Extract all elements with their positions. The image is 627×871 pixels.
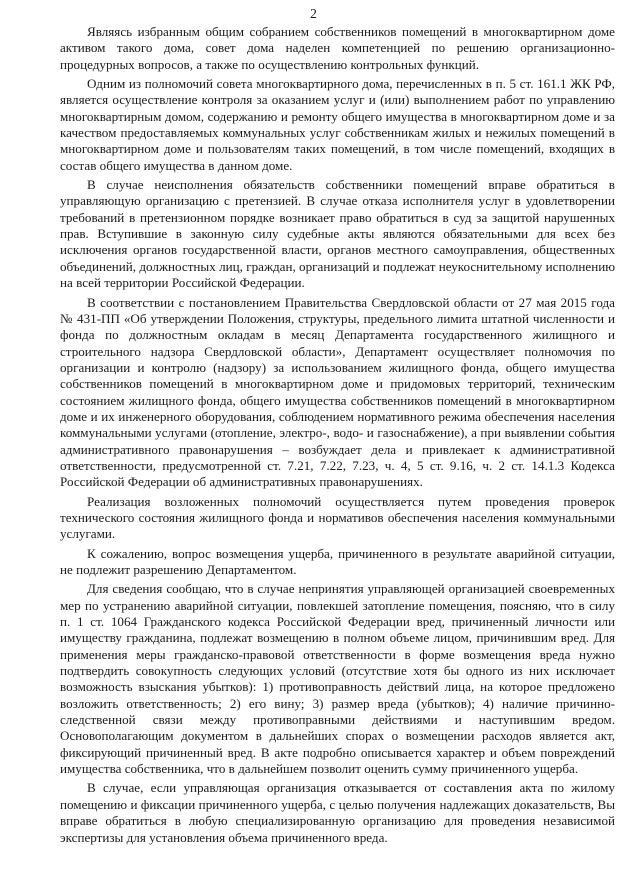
document-body (60, 24, 615, 849)
paragraph-damage-not-resolved: К сожалению, вопрос возмещения ущерба, причиненного в результате аварийной ситуации, не подлежит разрешению Департаментом. (60, 545, 615, 577)
paragraph-independent-expertise: В случае, если управляющая организация отказывается от составления акта по жилому помещению и фиксации причиненного ущерба, с целью получения надлежащих доказательств, Вы вправе обратиться в любую специализированную организацию для проведения независимой экспертизы для установления объема причиненного вреда. (60, 780, 615, 845)
page-number: 2 (310, 6, 317, 21)
paragraph-council-competence: Являясь избранным общим собранием собственников помещений в многоквартирном доме активом такого дома, совет дома наделен компетенцией по решению организационно-процедурных вопросов, а также по осуществлению контрольных функций. (60, 24, 615, 72)
paragraph-department-powers: В соответствии с постановлением Правительства Свердловской области от 27 мая 2015 года № 431-ПП «Об утверждении Положения, структуры, предельного лимита штатной численности и фонда по должностным окладам в месяц Департамента государственного жилищного и строительного надзора Свердловской области», Департамент осуществляет полномочия по организации и контролю (надзору) за использованием жилищного фонда, общего имущества собственников помещений в многоквартирном доме и придомовых территорий, техническим состоянием жилищного фонда, общего имущества собственников помещений в многоквартирном доме и их инженерного оборудования, соблюдением нормативного режима обеспечения населения коммунальными услугами (отопление, электро-, водо- и газоснабжение), а при выявлении события административного правонарушения – возбуждает дела и привлекает к административной ответственности, предусмотренной ст. 7.21, 7.22, 7.23, ч. 4, 5 ст. 9.16, ч. 2 ст. 14.1.3 Кодекса Российской Федерации об административных правонарушениях. (60, 294, 615, 490)
paragraph-council-powers: Одним из полномочий совета многоквартирного дома, перечисленных в п. 5 ст. 161.1 ЖК РФ, является осуществление контроля за оказанием услуг и (или) выполнением работ по управлению многоквартирным домом, содержанию и ремонту общего имущества в многоквартирном доме и за качеством предоставляемых коммунальных услуг собственникам жилых и нежилых помещений в многоквартирном доме и пользователям таких помещений, в том числе помещений, входящих в состав общего имущества в данном доме. (60, 76, 615, 173)
paragraph-inspections: Реализация возложенных полномочий осуществляется путем проведения проверок технического состояния жилищного фонда и нормативов обеспечения населения коммунальными услугами. (60, 493, 615, 542)
paragraph-claim-procedure: В случае неисполнения обязательств собственники помещений вправе обратиться в управляющую организацию с претензией. В случае отказа исполнителя услуг в удовлетворении требований в претензионном порядке возникает право обратиться в суд за защитой нарушенных прав. Вступившие в законную силу судебные акты являются обязательными для всех без исключения органов государственной власти, органов местного самоуправления, общественных объединений, должностных лиц, граждан, организаций и подлежат неукоснительному исполнению на всей территории Российской Федерации. (60, 177, 615, 291)
paragraph-civil-liability: Для сведения сообщаю, что в случае непринятия управляющей организацией своевременных мер по устранению аварийной ситуации, повлекшей затопление помещения, поясняю, что в силу п. 1 ст. 1064 Гражданского кодекса Российской Федерации вред, причиненный личности или имуществу гражданина, подлежат возмещению в полном объеме лицом, причинившим вред. Для применения меры гражданско-правовой ответственности в форме возмещения вреда нужно подтвердить совокупность следующих условий (отсутствие хотя бы одного из них исключает возможность взыскания убытков): 1) противоправность действий лица, на которое предложено возложить ответственность; 2) его вину; 3) размер вреда (убытков); 4) наличие причинно-следственной связи между противоправными действиями и наступившим вредом. Основополагающим документом в дальнейших спорах о возмещении расходов является акт, фиксирующий причиненный вред. В акте подробно описывается характер и объем повреждений имущества собственника, что в дальнейшем позволит оценить сумму причиненного ущерба. (60, 581, 615, 777)
